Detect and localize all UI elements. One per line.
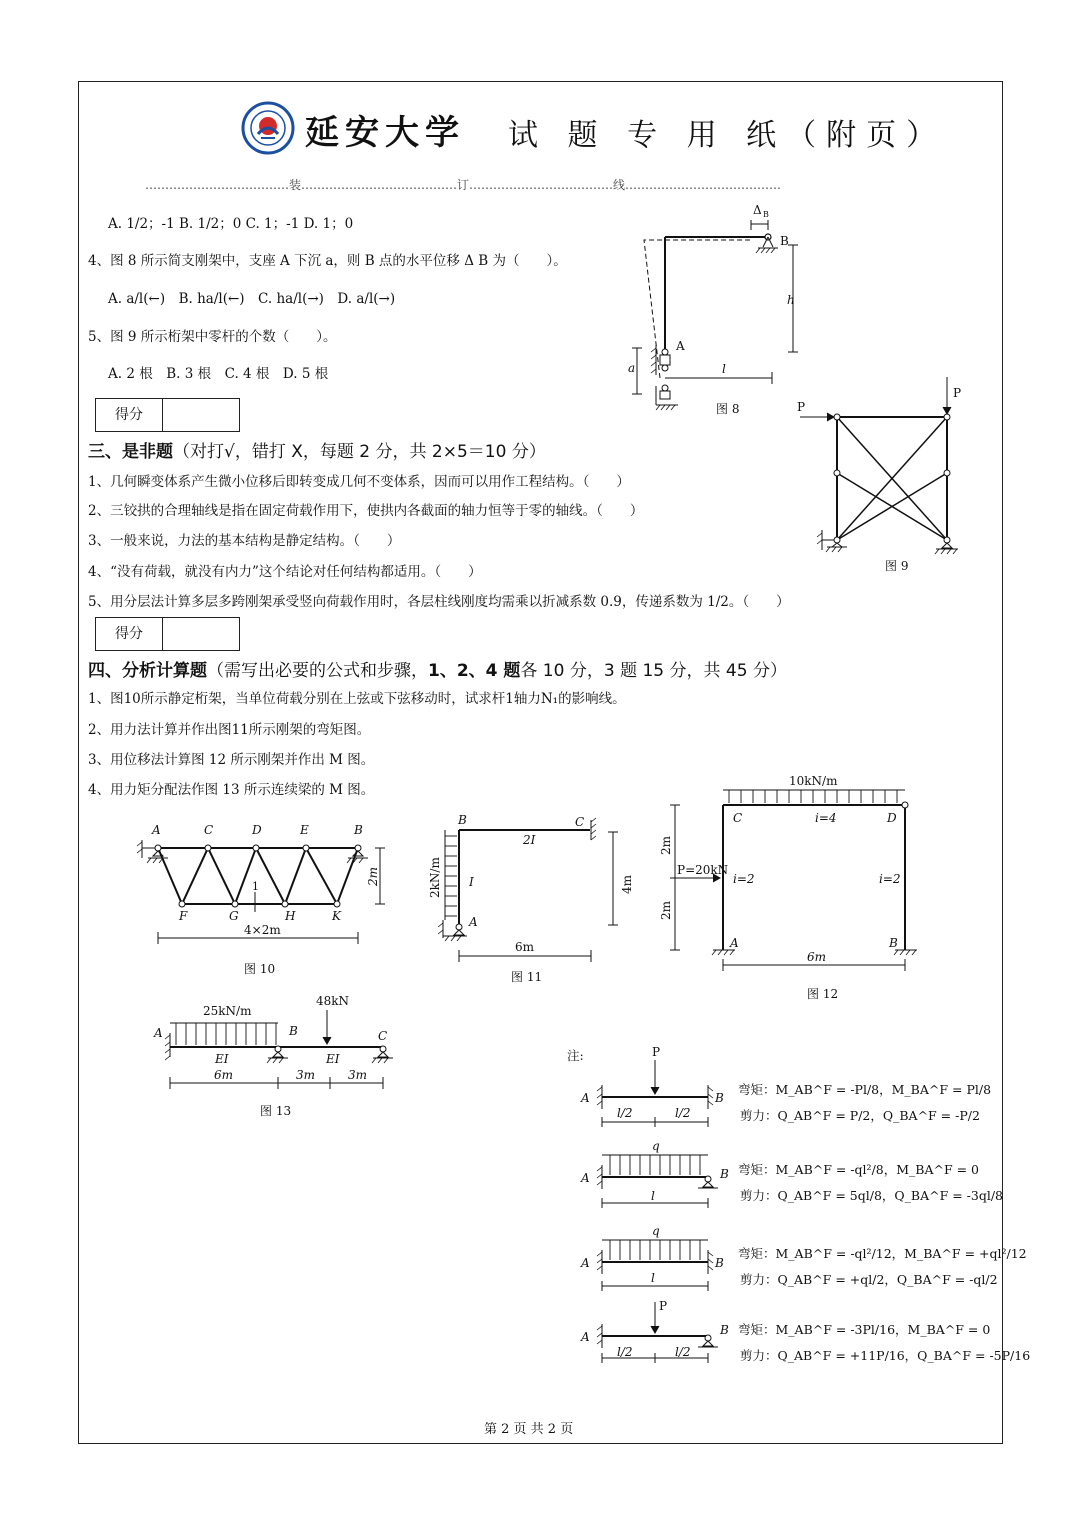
fig11-beam-stiffness: 2I [523, 833, 536, 847]
calc-item-2: 2、用力法计算并作出图11所示刚架的弯矩图。 [88, 722, 371, 738]
score-box-section3[interactable] [95, 398, 240, 432]
fig10-label-d: D [252, 823, 262, 837]
paper-title: 试 题 专 用 纸（附页） [508, 118, 947, 153]
note2-label-a: A [581, 1171, 590, 1185]
fig10-label-h: H [285, 909, 296, 923]
tf-item-3: 3、一般来说，力法的基本结构是静定结构。（ ） [88, 533, 401, 549]
fig10-label-f: F [179, 909, 188, 923]
note2-dim: l [651, 1189, 655, 1203]
fig11-col-stiffness: I [469, 875, 474, 889]
note1-load: P [652, 1045, 661, 1059]
note3-shear: 剪力：Q_AB^F = +ql/2，Q_BA^F = -ql/2 [740, 1272, 998, 1287]
note2-load: q [652, 1139, 660, 1153]
section4-heading: 四、分析计算题（需写出必要的公式和步骤，1、2、4 题各 10 分，3 题 15 分，共 45 分） [88, 661, 787, 681]
notes-diagrams [575, 1040, 729, 1370]
fig12-load: 10kN/m [789, 774, 838, 788]
note3-label-b: B [715, 1256, 724, 1270]
figure-10 [132, 820, 402, 980]
note4-moment: 弯矩：M_AB^F = -3Pl/16，M_BA^F = 0 [738, 1322, 991, 1337]
note1-dim-2: l/2 [675, 1106, 691, 1120]
note3-label-a: A [581, 1256, 590, 1270]
fig8-label-l: l [722, 362, 726, 376]
university-logo [240, 100, 296, 156]
fig8-label-a: A [676, 339, 685, 353]
note4-shear: 剪力：Q_AB^F = +11P/16，Q_BA^F = -5P/16 [740, 1348, 1031, 1363]
fig8-delta-sub: B [763, 210, 769, 219]
fig9-load-p-top: P [953, 386, 962, 400]
fig11-span: 6m [515, 940, 535, 954]
score-box-section4[interactable] [95, 617, 240, 651]
fig10-label-b: B [354, 823, 363, 837]
section3-heading: 三、是非题（对打√，错打 X，每题 2 分，共 2×5＝10 分） [88, 442, 546, 462]
note1-dim-1: l/2 [617, 1106, 633, 1120]
note3-dim: l [651, 1271, 655, 1285]
fig13-ei-right: EI [326, 1052, 340, 1066]
fig10-caption: 图 10 [244, 962, 276, 976]
fig12-span: 6m [807, 950, 827, 964]
note4-dim-1: l/2 [617, 1345, 633, 1359]
fig12-left-col-stiffness: i=2 [733, 872, 755, 886]
fig10-label-e: E [300, 823, 309, 837]
calc-item-1: 1、图10所示静定桁架，当单位荷载分别在上弦或下弦移动时，试求杆1轴力N₁的影响线。 [88, 691, 626, 707]
tf-item-1: 1、几何瞬变体系产生微小位移后即转变成几何不变体系，因而可以用作工程结构。（ ） [88, 474, 630, 490]
fig12-right-col-stiffness: i=2 [879, 872, 901, 886]
fig8-label-b: B [780, 234, 789, 248]
fig13-label-b: B [289, 1024, 298, 1038]
fig11-label-b: B [458, 813, 467, 827]
fig13-span-1: 6m [214, 1068, 234, 1082]
q5-options: A. 2 根 B. 3 根 C. 4 根 D. 5 根 [108, 366, 329, 382]
fig10-label-g: G [229, 909, 239, 923]
fig9-caption: 图 9 [885, 559, 909, 573]
fig11-label-c: C [575, 815, 585, 829]
fig12-beam-stiffness: i=4 [815, 811, 837, 825]
fig10-span: 4×2m [244, 923, 281, 937]
note4-dim-2: l/2 [675, 1345, 691, 1359]
q5-text: 5、图 9 所示桁架中零杆的个数（ ）。 [88, 329, 337, 345]
page-number: 第 2 页 共 2 页 [484, 1422, 574, 1437]
q3-options: A. 1/2；-1 B. 1/2；0 C. 1；-1 D. 1；0 [108, 216, 354, 232]
fig10-label-a: A [152, 823, 161, 837]
fig13-ei-left: EI [215, 1052, 229, 1066]
fig11-height: 4m [620, 874, 634, 894]
q4-text: 4、图 8 所示简支刚架中，支座 A 下沉 a，则 B 点的水平位移 Δ B 为（ ）。 [88, 253, 567, 269]
notes-label: 注: [567, 1048, 584, 1063]
fig8-label-a-dim: a [628, 361, 636, 375]
calc-item-3: 3、用位移法计算图 12 所示刚架并作出 M 图。 [88, 752, 375, 768]
tf-item-2: 2、三铰拱的合理轴线是指在固定荷载作用下，使拱内各截面的轴力恒等于零的轴线。（ ） [88, 503, 644, 519]
note1-label-b: B [715, 1091, 724, 1105]
note1-label-a: A [581, 1091, 590, 1105]
score-label: 得分 [96, 399, 163, 431]
fig10-label-k: K [332, 909, 341, 923]
fig13-span-2: 3m [296, 1068, 316, 1082]
fig13-label-c: C [378, 1029, 388, 1043]
fig11-label-a: A [469, 915, 478, 929]
binding-line: ………………………………装…………………………………订………………………………线………………………………… [145, 178, 782, 192]
score-label: 得分 [96, 618, 163, 650]
figure-9 [795, 375, 980, 575]
fig11-caption: 图 11 [511, 970, 543, 984]
university-name: 延安大学 [305, 113, 465, 153]
note1-shear: 剪力：Q_AB^F = P/2，Q_BA^F = -P/2 [740, 1108, 980, 1123]
fig12-label-b: B [889, 936, 898, 950]
fig8-delta: Δ [753, 203, 762, 217]
figure-12 [655, 770, 930, 1005]
fig12-label-a: A [730, 936, 739, 950]
fig8-label-h: h [787, 293, 795, 307]
figure-13 [148, 995, 408, 1120]
fig13-distributed-load: 25kN/m [203, 1004, 252, 1018]
figure-11 [425, 810, 635, 985]
fig10-height: 2m [366, 866, 380, 886]
note2-moment: 弯矩：M_AB^F = -ql²/8，M_BA^F = 0 [738, 1162, 980, 1177]
note1-moment: 弯矩：M_AB^F = -Pl/8，M_BA^F = Pl/8 [738, 1082, 992, 1097]
fig11-load: 2kN/m [428, 857, 442, 898]
note4-label-b: B [720, 1323, 729, 1337]
note3-load: q [652, 1224, 660, 1238]
fig9-load-p-left: P [797, 400, 806, 414]
note2-shear: 剪力：Q_AB^F = 5ql/8，Q_BA^F = -3ql/8 [740, 1188, 1004, 1203]
note4-label-a: A [581, 1330, 590, 1344]
fig12-label-d: D [887, 811, 897, 825]
fig10-label-c: C [204, 823, 214, 837]
fig12-point-load: P=20kN [677, 863, 729, 877]
fig12-label-c: C [733, 811, 743, 825]
fig13-label-a: A [154, 1026, 163, 1040]
note3-moment: 弯矩：M_AB^F = -ql²/12，M_BA^F = +ql²/12 [738, 1246, 1027, 1261]
tf-item-4: 4、“没有荷载，就没有内力”这个结论对任何结构都适用。（ ） [88, 564, 482, 580]
fig12-height-upper: 2m [659, 835, 673, 855]
figure-8 [620, 200, 820, 425]
fig12-caption: 图 12 [807, 987, 839, 1001]
fig13-point-load: 48kN [316, 994, 350, 1008]
tf-item-5: 5、用分层法计算多层多跨刚架承受竖向荷载作用时，各层柱线刚度均需乘以折减系数 0.9，传递系数为 1/2。（ ） [88, 594, 790, 610]
q4-options: A. a/l(←) B. ha/l(←) C. ha/l(→) D. a/l(→) [108, 291, 396, 307]
calc-item-4: 4、用力矩分配法作图 13 所示连续梁的 M 图。 [88, 782, 375, 798]
fig8-caption: 图 8 [716, 402, 740, 416]
note2-label-b: B [720, 1167, 729, 1181]
fig13-span-3: 3m [348, 1068, 368, 1082]
fig12-height-lower: 2m [659, 900, 673, 920]
fig10-member-1: 1 [252, 880, 259, 893]
fig13-caption: 图 13 [260, 1104, 292, 1118]
note4-load: P [659, 1299, 668, 1313]
